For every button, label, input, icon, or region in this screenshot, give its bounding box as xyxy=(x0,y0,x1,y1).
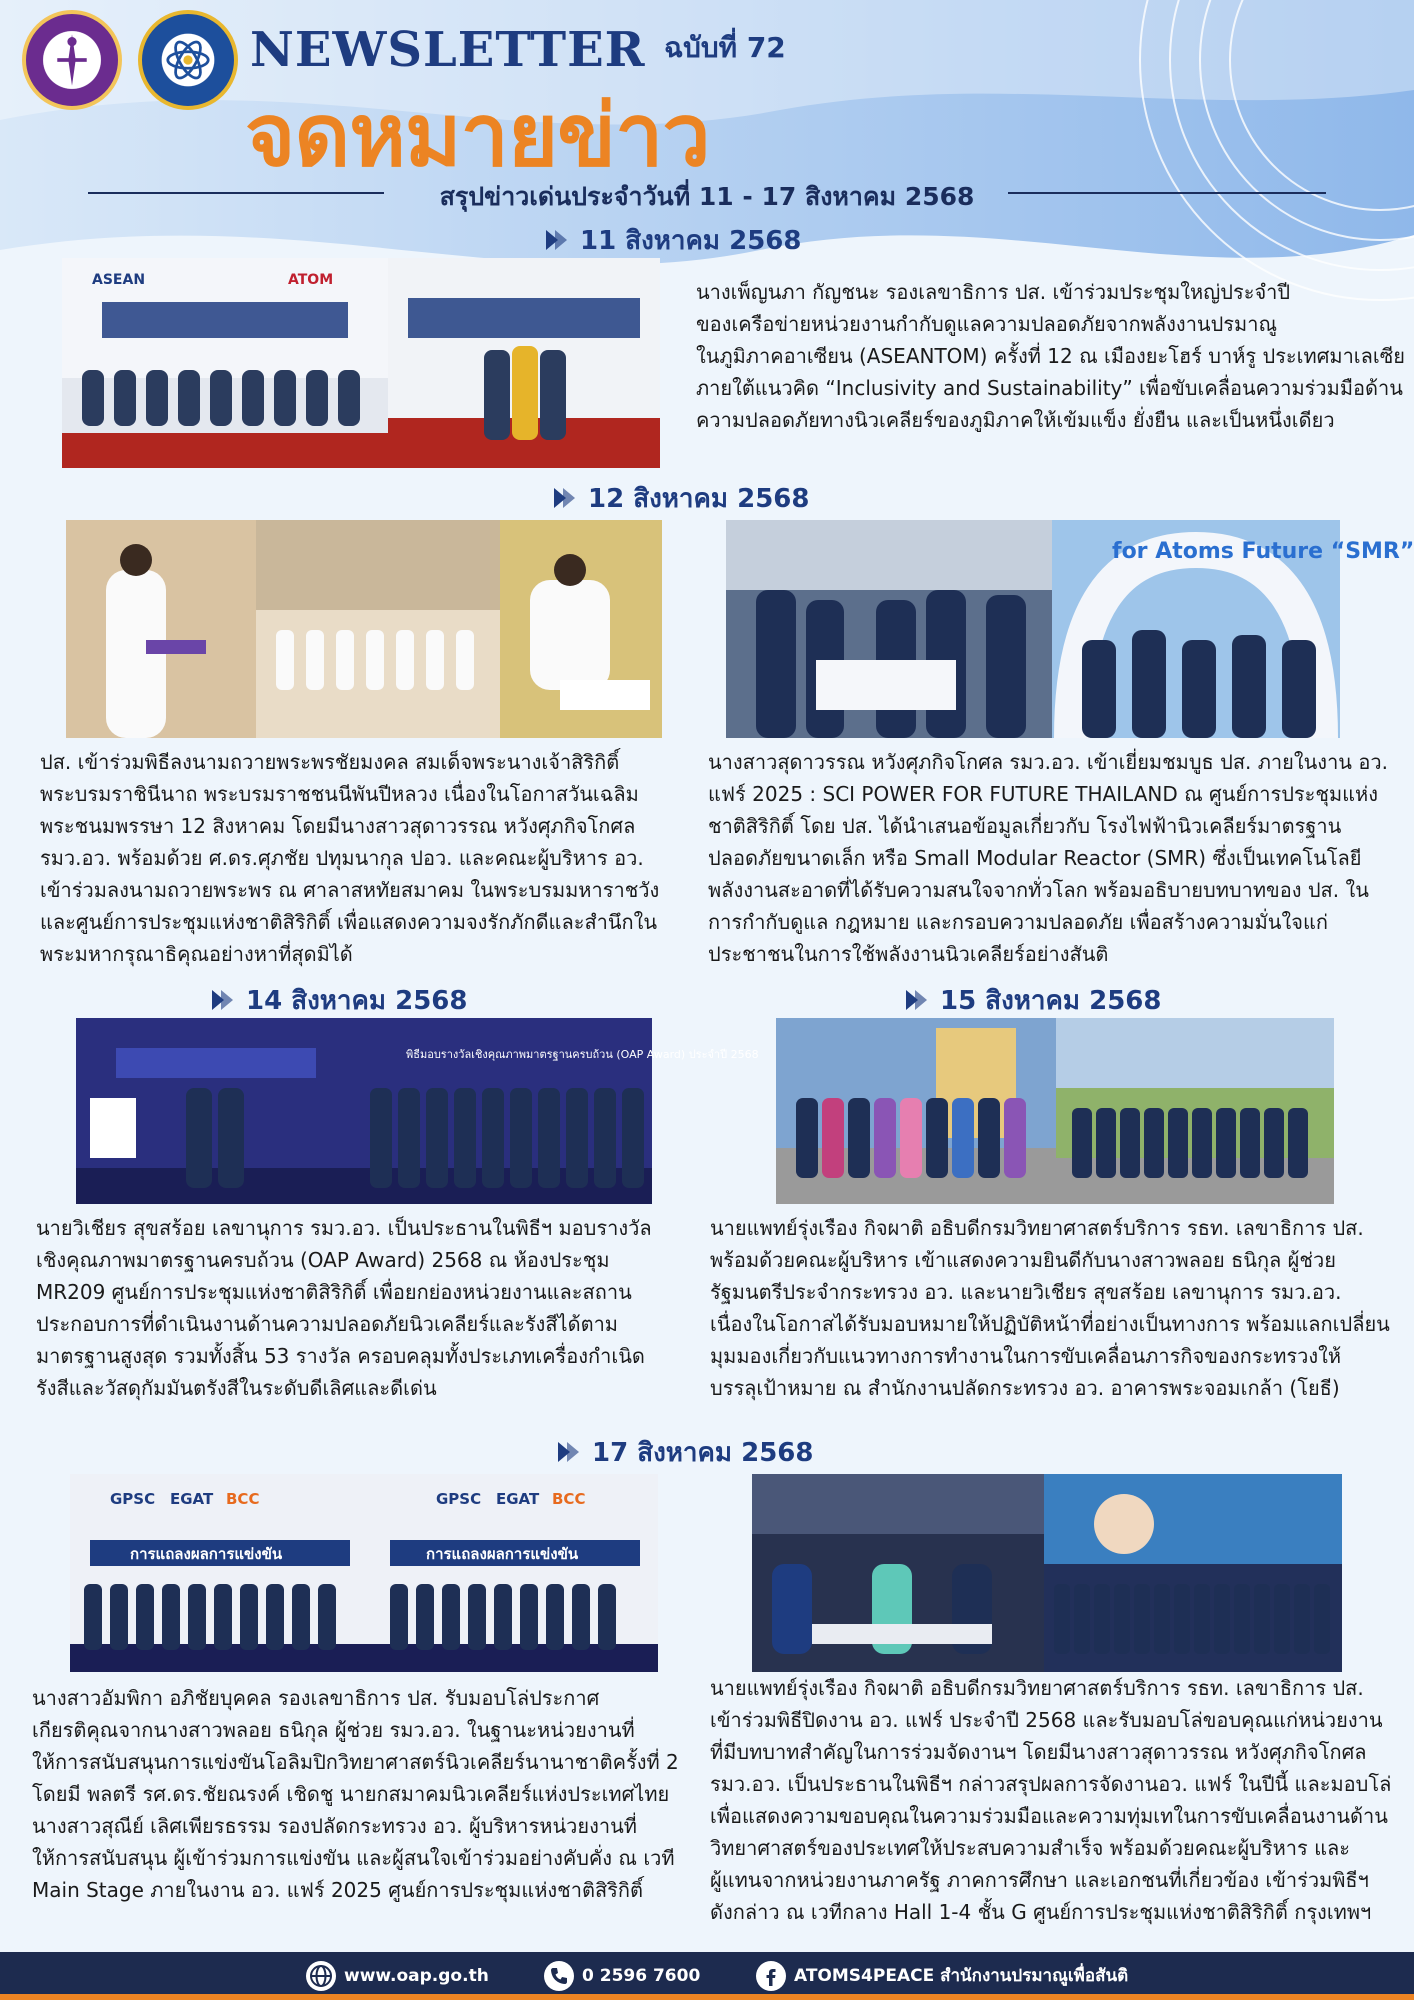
svg-text:ATOM: ATOM xyxy=(288,272,334,288)
photo-oap-award-handover xyxy=(76,1018,356,1204)
photo-oap-award-group xyxy=(356,1018,759,1204)
photo-closing-ceremony-stage xyxy=(752,1474,1044,1672)
photo-closing-ceremony-group xyxy=(1044,1474,1342,1672)
d15-paragraph: นายแพทย์รุ่งเรือง กิจผาติ อธิบดีกรมวิทยาศาสตร์บริการ รธท. เลขาธิการ ปส. พร้อมด้วยคณะผู้บริหาร เข้าแสดงความยินดีกับนางสาวพลอย ธนิกุล ผู้ช่วย รัฐมนตรีประจำกระทรวง อว. และนายวิเชียร สุขสร้อย เลขานุการ รมว.อว. เนื่องในโอกาสได้รับมอบหมายให้ปฏิบัติหน้าที่อย่างเป็นทางการ พร้อมแลกเปลี่ยน มุมมองเกี่ยวกับแนวทางการทำงานในการขับเคลื่อนภารกิจของกระทรวงให้ บรรลุเป้าหมาย ณ สำนักงานปลัดกระทรวง อว. อาคารพระจอมเกล้า (โยธี) xyxy=(710,1216,1390,1400)
d11-paragraph: นางเพ็ญนภา กัญชนะ รองเลขาธิการ ปส. เข้าร่วมประชุมใหญ่ประจำปี ของเครือข่ายหน่วยงานกำกับดูแลความปลอดภัยจากพลังงานปรมาณู ในภูมิภาคอาเซียน (ASEANTOM) ครั้งที่ 12 ณ เมืองยะโฮร์ บาห์รู ประเทศมาเลเซีย ภายใต้แนวคิด “Inclusivity and Sustainability” เพื่อขับเคลื่อนความร่วมมือด้าน ความปลอดภัยทางนิวเคลียร์ของภูมิภาคให้เข้มแข็ง ยั่งยืน และเป็นหนึ่งเดียว xyxy=(696,280,1406,432)
svg-text:GPSC: GPSC xyxy=(110,1490,156,1508)
photo-congrats-group-2 xyxy=(1056,1018,1334,1204)
svg-text:for Atoms Future “SMR”: for Atoms Future “SMR” xyxy=(1112,539,1414,564)
date-heading-17: 17 สิงหาคม 2568 xyxy=(556,1432,813,1473)
photo-royal-signing-book xyxy=(500,520,662,738)
footer-accent-stripe xyxy=(0,1994,1414,2000)
svg-text:พิธีมอบรางวัลเชิงคุณภาพมาตรฐาน: พิธีมอบรางวัลเชิงคุณภาพมาตรฐานครบถ้วน (OAP Award) ประจำปี 2568 xyxy=(406,1048,759,1061)
issue-number: ฉบับที่ 72 xyxy=(664,31,786,64)
svg-text:BCC: BCC xyxy=(226,1490,260,1508)
play-arrow-icon xyxy=(904,988,930,1012)
date-heading-11: 11 สิงหาคม 2568 xyxy=(544,220,801,261)
photo-olympiad-results-1 xyxy=(70,1474,370,1672)
phone-icon xyxy=(544,1961,574,1991)
svg-text:EGAT: EGAT xyxy=(496,1490,540,1508)
photo-olympiad-results-2 xyxy=(370,1474,658,1672)
svg-text:EGAT: EGAT xyxy=(170,1490,214,1508)
thai-newsletter-title: จดหมายข่าว xyxy=(245,86,710,186)
photo-aseantom-speaker xyxy=(388,258,660,468)
d17-left-paragraph: นางสาวอัมพิกา อภิชัยบุคคล รองเลขาธิการ ปส. รับมอบโล่ประกาศ เกียรติคุณจากนางสาวพลอย ธนิกุล ผู้ช่วย รมว.อว. ในฐานะหน่วยงานที่ ให้การสนับสนุนการแข่งขันโอลิมปิกวิทยาศาสตร์นิวเคลียร์นานาชาติครั้งที่ 2 โดยมี พลตรี รศ.ดร.ชัยณรงค์ เชิดชู นายกสมาคมนิวเคลียร์แห่งประเทศไทย นางสาวสุณีย์ เลิศเพียรธรรม รองปลัดกระทรวง อว. ผู้บริหารหน่วยงานที่ ให้การสนับสนุน ผู้เข้าร่วมการแข่งขัน และผู้สนใจเข้าร่วมอย่างคับคั่ง ณ เวที Main Stage ภายในงาน อว. แฟร์ 2025 ศูนย์การประชุมแห่งชาติสิริกิติ์ xyxy=(32,1686,679,1902)
photo-smr-booth xyxy=(1052,520,1414,738)
summary-heading: สรุปข่าวเด่นประจำวันที่ 11 - 17 สิงหาคม 2568 xyxy=(439,182,975,211)
d12-right-paragraph: นางสาวสุดาวรรณ หวังศุภกิจโกศล รมว.อว. เข้าเยี่ยมชมบูธ ปส. ภายในงาน อว. แฟร์ 2025 : SCI POWER FOR FUTURE THAILAND ณ ศูนย์การประชุมแห่ง ชาติสิริกิติ์ โดย ปส. ได้นำเสนอข้อมูลเกี่ยวกับ โรงไฟฟ้านิวเคลียร์มาตรฐาน ปลอดภัยขนาดเล็ก หรือ Small Modular Reactor (SMR) ซึ่งเป็นเทคโนโลยี พลังงานสะอาดที่ได้รับความสนใจจากทั่วโลก พร้อมอธิบายบทบาทของ ปส. ใน การกำกับดูแล กฎหมาย และกรอบความปลอดภัย เพื่อสร้างความมั่นใจแก่ ประชาชนในการใช้พลังงานนิวเคลียร์อย่างสันติ xyxy=(708,750,1388,966)
play-arrow-icon xyxy=(552,486,578,510)
svg-text:ASEAN: ASEAN xyxy=(92,272,146,288)
photo-royal-signing-speech xyxy=(66,520,256,738)
date-heading-14: 14 สิงหาคม 2568 xyxy=(210,980,467,1021)
play-arrow-icon xyxy=(556,1440,582,1464)
play-arrow-icon xyxy=(210,988,236,1012)
photo-congrats-group-1 xyxy=(776,1018,1056,1204)
newsletter-title: NEWSLETTER xyxy=(250,22,646,78)
d17-right-paragraph: นายแพทย์รุ่งเรือง กิจผาติ อธิบดีกรมวิทยาศาสตร์บริการ รธท. เลขาธิการ ปส. เข้าร่วมพิธีปิดงาน อว. แฟร์ ประจำปี 2568 และรับมอบโล่ขอบคุณแก่หน่วยงาน ที่มีบทบาทสำคัญในการร่วมจัดงานฯ โดยมีนางสาวสุดาวรรณ หวังศุภกิจโกศล รมว.อว. เป็นประธานในพิธีฯ กล่าวสรุปผลการจัดงานอว. แฟร์ ในปีนี้ และมอบโล่ เพื่อแสดงความขอบคุณในความร่วมมือและความทุ่มเทในการขับเคลื่อนงานด้าน วิทยาศาสตร์ของประเทศให้ประสบความสำเร็จ พร้อมด้วยคณะผู้บริหาร และ ผู้แทนจากหน่วยงานภาครัฐ ภาคการศึกษา และเอกชนที่เกี่ยวข้อง เข้าร่วมพิธีฯ ดังกล่าว ณ เวทีกลาง Hall 1-4 ชั้น G ศูนย์การประชุมแห่งชาติสิริกิติ์ กรุงเทพฯ xyxy=(710,1676,1392,1924)
footer-bar xyxy=(0,1952,1414,2000)
oap-atom-logo xyxy=(138,10,238,110)
photo-booth-visit xyxy=(726,520,1052,738)
globe-icon xyxy=(306,1961,336,1991)
facebook-icon xyxy=(756,1961,786,1991)
svg-text:การแถลงผลการแข่งขัน: การแถลงผลการแข่งขัน xyxy=(426,1545,579,1563)
svg-text:การแถลงผลการแข่งขัน: การแถลงผลการแข่งขัน xyxy=(130,1545,283,1563)
svg-text:GPSC: GPSC xyxy=(436,1490,482,1508)
ministry-seal-logo xyxy=(22,10,122,110)
d12-left-paragraph: ปส. เข้าร่วมพิธีลงนามถวายพระพรชัยมงคล สมเด็จพระนางเจ้าสิริกิติ์ พระบรมราชินีนาถ พระบรมราชชนนีพันปีหลวง เนื่องในโอกาสวันเฉลิม พระชนมพรรษา 12 สิงหาคม โดยมีนางสาวสุดาวรรณ หวังศุภกิจโกศล รมว.อว. พร้อมด้วย ศ.ดร.ศุภชัย ปทุมนากุล ปอว. และคณะผู้บริหาร อว. เข้าร่วมลงนามถวายพระพร ณ ศาลาสหทัยสมาคม ในพระบรมมหาราชวัง และศูนย์การประชุมแห่งชาติสิริกิติ์ เพื่อแสดงความจงรักภักดีและสำนึกใน พระมหากรุณาธิคุณอย่างหาที่สุดมิได้ xyxy=(40,750,660,966)
svg-text:BCC: BCC xyxy=(552,1490,586,1508)
photo-aseantom-group xyxy=(62,258,388,468)
date-heading-15: 15 สิงหาคม 2568 xyxy=(904,980,1161,1021)
footer-facebook[interactable]: ATOMS4PEACE สำนักงานปรมาณูเพื่อสันติ xyxy=(756,1960,1128,1992)
footer-website[interactable]: www.oap.go.th xyxy=(306,1960,489,1992)
photo-royal-signing-group xyxy=(256,520,500,738)
d14-paragraph: นายวิเชียร สุขสร้อย เลขานุการ รมว.อว. เป็นประธานในพิธีฯ มอบรางวัล เชิงคุณภาพมาตรฐานครบถ้วน (OAP Award) 2568 ณ ห้องประชุม MR209 ศูนย์การประชุมแห่งชาติสิริกิติ์ เพื่อยกย่องหน่วยงานและสถาน ประกอบการที่ดำเนินงานด้านความปลอดภัยนิวเคลียร์และรังสีได้ตาม มาตรฐานสูงสุด รวมทั้งสิ้น 53 รางวัล ครอบคลุมทั้งประเภทเครื่องกำเนิด รังสีและวัสดุกัมมันตรังสีในระดับดีเลิศและดีเด่น xyxy=(36,1216,652,1400)
date-heading-12: 12 สิงหาคม 2568 xyxy=(552,478,809,519)
footer-phone[interactable]: 0 2596 7600 xyxy=(544,1960,700,1992)
play-arrow-icon xyxy=(544,228,570,252)
